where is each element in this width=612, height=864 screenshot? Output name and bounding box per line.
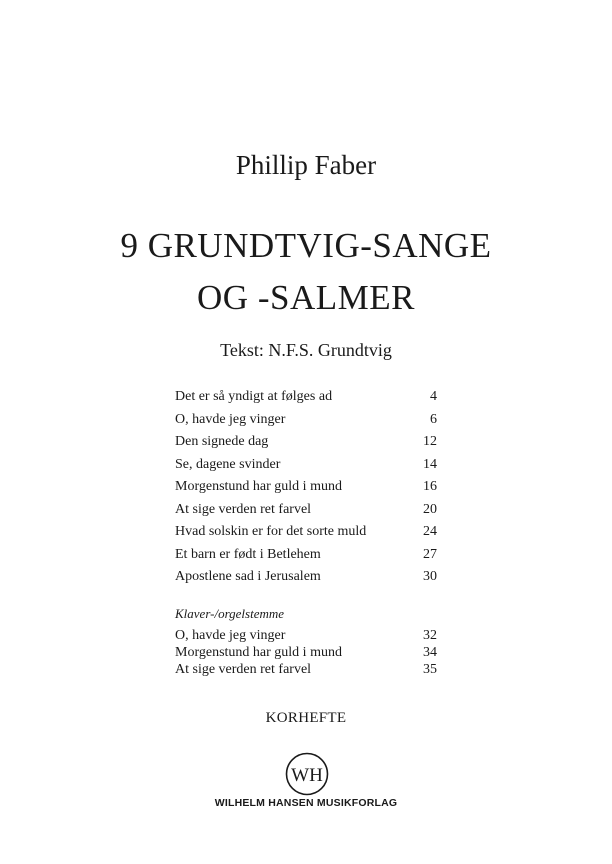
toc-row <box>175 499 437 522</box>
toc-row <box>175 431 437 454</box>
toc-row <box>175 644 437 661</box>
toc-title: O, havde jeg vinger <box>175 628 286 643</box>
toc-page: 4 <box>430 389 437 404</box>
toc-page: 30 <box>423 569 437 584</box>
toc-page: 27 <box>423 546 437 562</box>
toc-title: Et barn er født i Betlehem <box>175 546 321 562</box>
piano-contents <box>175 627 437 678</box>
toc-row <box>175 521 437 544</box>
toc-row <box>175 566 437 589</box>
toc-page: 20 <box>423 501 437 517</box>
toc-title: Det er så yndigt at følges ad <box>175 389 333 404</box>
toc-page: 34 <box>423 645 437 660</box>
toc-title: Apostlene sad i Jerusalem <box>175 569 321 584</box>
table-of-contents <box>175 386 437 589</box>
toc-page: 24 <box>423 524 437 539</box>
toc-row <box>175 386 437 409</box>
edition-label: KORHEFTE <box>265 710 347 726</box>
publisher-name: WILHELM HANSEN MUSIKFORLAG <box>214 797 398 809</box>
toc-page: 35 <box>423 662 437 677</box>
toc-title: Hvad solskin er for det sorte muld <box>175 524 367 539</box>
toc-row <box>175 476 437 499</box>
title-line-1: 9 GRUNDTVIG-SANGE <box>120 226 492 265</box>
toc-page: 12 <box>423 434 437 449</box>
toc-page: 14 <box>423 456 437 472</box>
toc-page: 16 <box>423 479 437 494</box>
toc-title: Se, dagene svinder <box>175 456 281 472</box>
title-line-2: OG -SALMER <box>197 278 415 317</box>
logo-letters: WH <box>291 765 323 786</box>
toc-title: At sige verden ret farvel <box>175 662 312 677</box>
toc-title: O, havde jeg vinger <box>175 411 286 427</box>
toc-row <box>175 661 437 678</box>
composer-name: Phillip Faber <box>235 150 377 180</box>
publisher-logo-icon <box>285 752 329 796</box>
toc-page: 32 <box>423 628 437 643</box>
toc-title: Den signede dag <box>175 434 269 449</box>
piano-section-label: Klaver-/orgelstemme <box>175 606 285 621</box>
toc-row <box>175 627 437 644</box>
toc-page: 6 <box>430 411 437 427</box>
toc-row <box>175 409 437 432</box>
lyricist-credit: Tekst: N.F.S. Grundtvig <box>220 340 392 360</box>
toc-title: Morgenstund har guld i mund <box>175 645 342 660</box>
toc-row <box>175 454 437 477</box>
toc-row <box>175 544 437 567</box>
toc-title: Morgenstund har guld i mund <box>175 479 342 494</box>
toc-title: At sige verden ret farvel <box>175 501 312 517</box>
